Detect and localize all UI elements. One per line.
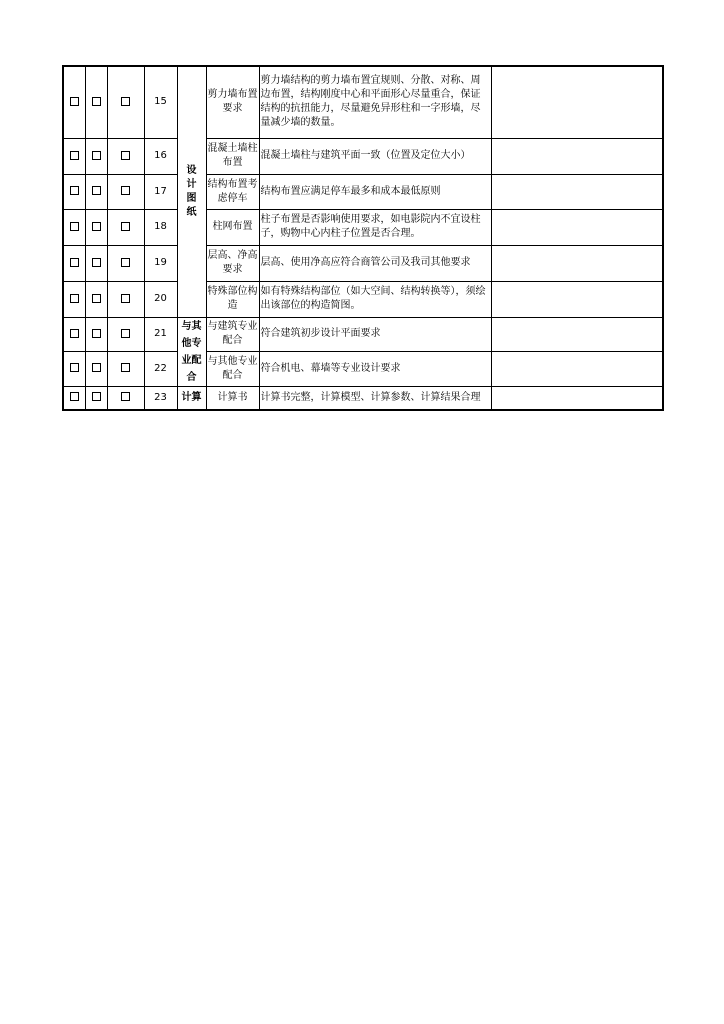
checkbox-cell[interactable]: [63, 386, 85, 410]
checkbox-cell[interactable]: [85, 66, 107, 138]
checkbox[interactable]: [70, 258, 79, 267]
remark-cell[interactable]: [491, 317, 663, 351]
checkbox-cell[interactable]: [63, 209, 85, 245]
checkbox-cell[interactable]: [107, 209, 144, 245]
checkbox-cell[interactable]: [85, 174, 107, 209]
category-coordination: 与其他专业配合: [177, 317, 206, 386]
table-row: [63, 66, 663, 138]
checkbox[interactable]: [92, 392, 101, 401]
checkbox-cell[interactable]: [63, 281, 85, 317]
remark-cell[interactable]: [491, 174, 663, 209]
check-requirement: 符合建筑初步设计平面要求: [259, 317, 491, 351]
remark-cell[interactable]: [491, 281, 663, 317]
table-row: [63, 351, 663, 386]
checkbox[interactable]: [70, 363, 79, 372]
check-item: 与其他专业配合: [206, 351, 259, 386]
checkbox-cell[interactable]: [85, 281, 107, 317]
review-checklist-table: [62, 65, 664, 411]
row-number: 16: [144, 138, 177, 174]
category-calculation: 计算: [177, 386, 206, 410]
check-item: 剪力墙布置要求: [206, 66, 259, 138]
check-requirement: 层高、使用净高应符合商管公司及我司其他要求: [259, 245, 491, 281]
remark-cell[interactable]: [491, 386, 663, 410]
check-requirement: 剪力墙结构的剪力墙布置宜规则、分散、对称、周边布置，结构刚度中心和平面形心尽量重合，保证结构的抗扭能力，尽量避免异形柱和一字形墙，尽量减少墙的数量。: [259, 66, 491, 138]
row-number: 21: [144, 317, 177, 351]
check-requirement: 结构布置应满足停车最多和成本最低原则: [259, 174, 491, 209]
table-row: [63, 174, 663, 209]
checkbox[interactable]: [92, 222, 101, 231]
checkbox-cell[interactable]: [85, 245, 107, 281]
checkbox[interactable]: [121, 222, 130, 231]
check-item: 与建筑专业配合: [206, 317, 259, 351]
checkbox[interactable]: [92, 258, 101, 267]
checkbox-cell[interactable]: [107, 351, 144, 386]
checkbox-cell[interactable]: [85, 317, 107, 351]
row-number: 20: [144, 281, 177, 317]
checkbox[interactable]: [70, 151, 79, 160]
table-row: [63, 281, 663, 317]
checkbox[interactable]: [70, 294, 79, 303]
table-row: [63, 386, 663, 410]
checkbox[interactable]: [92, 363, 101, 372]
check-requirement: 柱子布置是否影响使用要求，如电影院内不宜设柱子，购物中心内柱子位置是否合理。: [259, 209, 491, 245]
table-row: [63, 317, 663, 351]
remark-cell[interactable]: [491, 351, 663, 386]
category-design-drawings: 设计图纸: [177, 66, 206, 317]
checkbox[interactable]: [92, 294, 101, 303]
row-number: 17: [144, 174, 177, 209]
checkbox-cell[interactable]: [63, 138, 85, 174]
table-row: [63, 138, 663, 174]
checkbox-cell[interactable]: [63, 66, 85, 138]
check-requirement: 符合机电、幕墙等专业设计要求: [259, 351, 491, 386]
check-item: 层高、净高要求: [206, 245, 259, 281]
checkbox[interactable]: [121, 97, 130, 106]
checkbox[interactable]: [70, 186, 79, 195]
checkbox-cell[interactable]: [63, 174, 85, 209]
row-number: 23: [144, 386, 177, 410]
checkbox[interactable]: [70, 222, 79, 231]
checkbox[interactable]: [121, 258, 130, 267]
check-item: 计算书: [206, 386, 259, 410]
checkbox-cell[interactable]: [107, 281, 144, 317]
checkbox[interactable]: [121, 329, 130, 338]
checkbox-cell[interactable]: [85, 386, 107, 410]
checkbox-cell[interactable]: [85, 351, 107, 386]
checkbox[interactable]: [92, 329, 101, 338]
checkbox-cell[interactable]: [107, 138, 144, 174]
checkbox-cell[interactable]: [107, 66, 144, 138]
checkbox-cell[interactable]: [107, 174, 144, 209]
remark-cell[interactable]: [491, 209, 663, 245]
checkbox-cell[interactable]: [107, 245, 144, 281]
check-item: 柱网布置: [206, 209, 259, 245]
checkbox[interactable]: [121, 392, 130, 401]
checkbox[interactable]: [121, 151, 130, 160]
checkbox-cell[interactable]: [85, 209, 107, 245]
row-number: 18: [144, 209, 177, 245]
remark-cell[interactable]: [491, 66, 663, 138]
check-item: 特殊部位构造: [206, 281, 259, 317]
check-item: 混凝土墙柱布置: [206, 138, 259, 174]
row-number: 15: [144, 66, 177, 138]
table-row: [63, 245, 663, 281]
checkbox-cell[interactable]: [107, 317, 144, 351]
checkbox-cell[interactable]: [63, 317, 85, 351]
checkbox[interactable]: [121, 294, 130, 303]
checkbox-cell[interactable]: [63, 351, 85, 386]
row-number: 22: [144, 351, 177, 386]
check-requirement: 如有特殊结构部位（如大空间、结构转换等），须绘出该部位的构造简图。: [259, 281, 491, 317]
row-number: 19: [144, 245, 177, 281]
checkbox[interactable]: [92, 97, 101, 106]
table-row: [63, 209, 663, 245]
check-item: 结构布置考虑停车: [206, 174, 259, 209]
checkbox[interactable]: [92, 151, 101, 160]
checkbox[interactable]: [70, 329, 79, 338]
checkbox-cell[interactable]: [85, 138, 107, 174]
remark-cell[interactable]: [491, 245, 663, 281]
checkbox[interactable]: [70, 97, 79, 106]
checkbox[interactable]: [92, 186, 101, 195]
check-requirement: 混凝土墙柱与建筑平面一致（位置及定位大小）: [259, 138, 491, 174]
checkbox[interactable]: [121, 186, 130, 195]
checkbox[interactable]: [70, 392, 79, 401]
checkbox-cell[interactable]: [107, 386, 144, 410]
checkbox[interactable]: [121, 363, 130, 372]
checkbox-cell[interactable]: [63, 245, 85, 281]
remark-cell[interactable]: [491, 138, 663, 174]
check-requirement: 计算书完整，计算模型、计算参数、计算结果合理: [259, 386, 491, 410]
